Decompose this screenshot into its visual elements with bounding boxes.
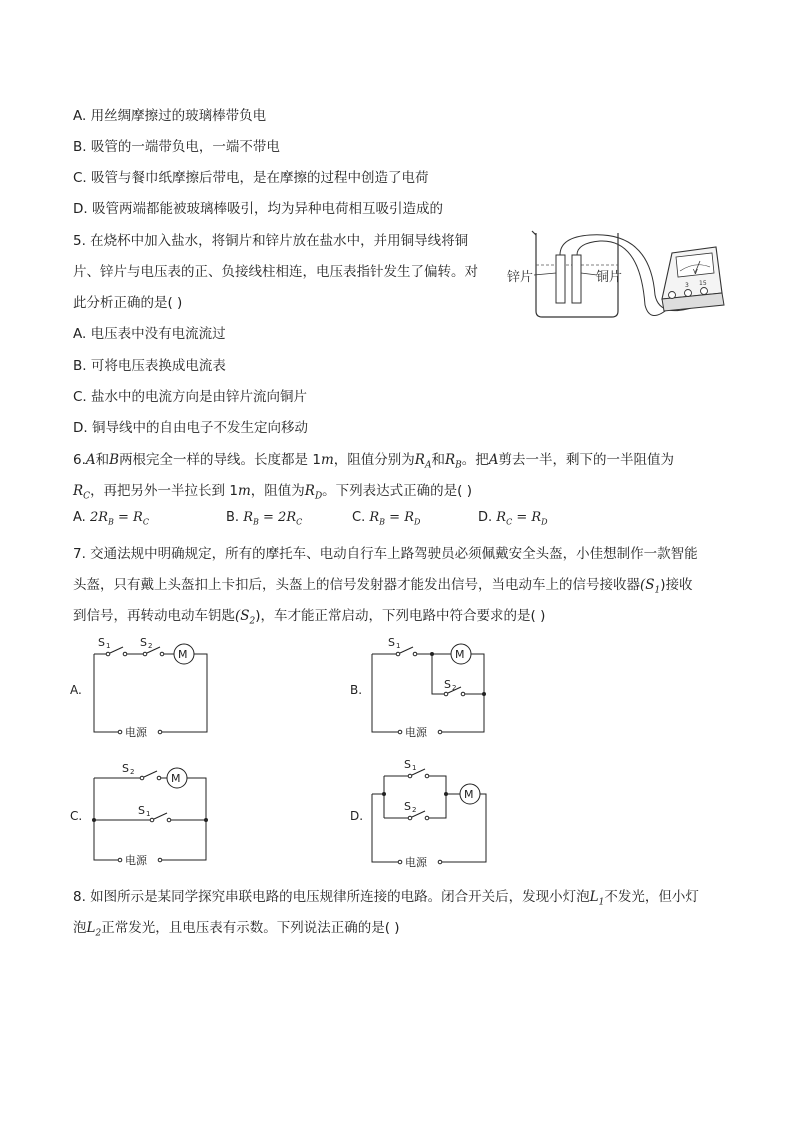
svg-text:S: S (404, 800, 411, 813)
power-source-label: 电源 (405, 726, 427, 739)
svg-text:S: S (138, 804, 145, 817)
circuit-a-diagram (70, 632, 220, 742)
q6-option-d: D. $R_C = R_D$ (478, 510, 548, 527)
q6-stem-line1: 6.A和B两根完全一样的导线。长度都是 1m，阻值分别为$R_A$和$R_B$。把A剪去一半，剩下的一半阻值为 (73, 452, 674, 471)
circuit-a-label: A. (70, 683, 82, 697)
terminal-15-label: 15 (699, 280, 707, 287)
circuit-b-diagram (350, 632, 500, 742)
q5-option-a: A. 电压表中没有电流流过 (73, 326, 226, 342)
q7-stem-line1: 7. 交通法规中明确规定，所有的摩托车、电动自行车上路驾驶员必须佩戴安全头盔，小佳想制作一款智能 (73, 546, 698, 562)
svg-text:M: M (171, 772, 181, 785)
q7-stem-line2: 头盔，只有戴上头盔扣上卡扣后，头盔上的信号发射器才能发出信号，当电动车上的信号接收器$(S_1)$接收 (73, 577, 693, 596)
svg-text:2: 2 (130, 768, 135, 776)
q4-option-b: B. 吸管的一端带负电，一端不带电 (73, 139, 280, 155)
q5-option-c: C. 盐水中的电流方向是由锌片流向铜片 (73, 389, 308, 405)
svg-text:S: S (140, 636, 147, 649)
q6-option-c: C. $R_B = R_D$ (352, 510, 421, 527)
circuit-b-label: B. (350, 683, 363, 697)
svg-text:2: 2 (148, 642, 153, 650)
q5-option-d: D. 铜导线中的自由电子不发生定向移动 (73, 420, 308, 436)
svg-text:S: S (388, 636, 395, 649)
q4-option-d: D. 吸管两端都能被玻璃棒吸引，均为异种电荷相互吸引造成的 (73, 201, 443, 217)
circuit-c-diagram (70, 758, 220, 868)
power-source-label: 电源 (125, 854, 147, 867)
q8-stem-line1: 8. 如图所示是某同学探究串联电路的电压规律所连接的电路。闭合开关后，发现小灯泡$L_1$不发光，但小灯 (73, 889, 699, 908)
svg-text:1: 1 (412, 764, 417, 772)
circuit-d-label: D. (350, 809, 364, 823)
svg-text:1: 1 (396, 642, 401, 650)
q7-stem-line3: 到信号，再转动电动车钥匙$(S_2)$，车才能正常启动，下列电路中符合要求的是( ) (73, 608, 546, 627)
q6-option-b: B. $R_B = 2R_C$ (226, 510, 303, 527)
svg-text:M: M (464, 788, 474, 801)
circuit-c-label: C. (70, 809, 83, 823)
svg-text:S: S (444, 678, 451, 691)
zinc-label: 锌片 (507, 270, 534, 285)
svg-text:S: S (98, 636, 105, 649)
q6-option-a: A. $2R_B = R_C$ (73, 510, 149, 527)
q5-stem-line2: 片、锌片与电压表的正、负接线柱相连，电压表指针发生了偏转。对 (73, 264, 478, 280)
meter-symbol: V (693, 268, 698, 276)
power-source-label: 电源 (125, 726, 147, 739)
q5-stem-line3: 此分析正确的是( ) (73, 295, 183, 311)
svg-text:2: 2 (412, 806, 417, 814)
q5-battery-figure (500, 225, 725, 325)
voltmeter-icon (662, 247, 724, 311)
q8-stem-line2: 泡$L_2$正常发光，且电压表有示数。下列说法正确的是( ) (73, 920, 400, 939)
q5-stem-line1: 5. 在烧杯中加入盐水，将铜片和锌片放在盐水中，并用铜导线将铜 (73, 233, 469, 249)
svg-text:S: S (122, 762, 129, 775)
q5-option-b: B. 可将电压表换成电流表 (73, 358, 226, 374)
q6-stem-line2: $R_C$，再把另外一半拉长到 1m，阻值为$R_D$。下列表达式正确的是( ) (73, 483, 472, 502)
power-source-label: 电源 (405, 856, 427, 869)
q4-option-a: A. 用丝绸摩擦过的玻璃棒带负电 (73, 108, 267, 124)
svg-text:M: M (455, 648, 465, 661)
svg-text:M: M (178, 648, 188, 661)
circuit-d-diagram (350, 758, 500, 870)
svg-text:1: 1 (146, 810, 151, 818)
svg-text:1: 1 (106, 642, 111, 650)
terminal-3-label: 3 (685, 282, 689, 289)
svg-text:2: 2 (452, 684, 457, 692)
copper-label: 铜片 (596, 270, 623, 285)
q4-option-c: C. 吸管与餐巾纸摩擦后带电，是在摩擦的过程中创造了电荷 (73, 170, 429, 186)
svg-text:S: S (404, 758, 411, 771)
